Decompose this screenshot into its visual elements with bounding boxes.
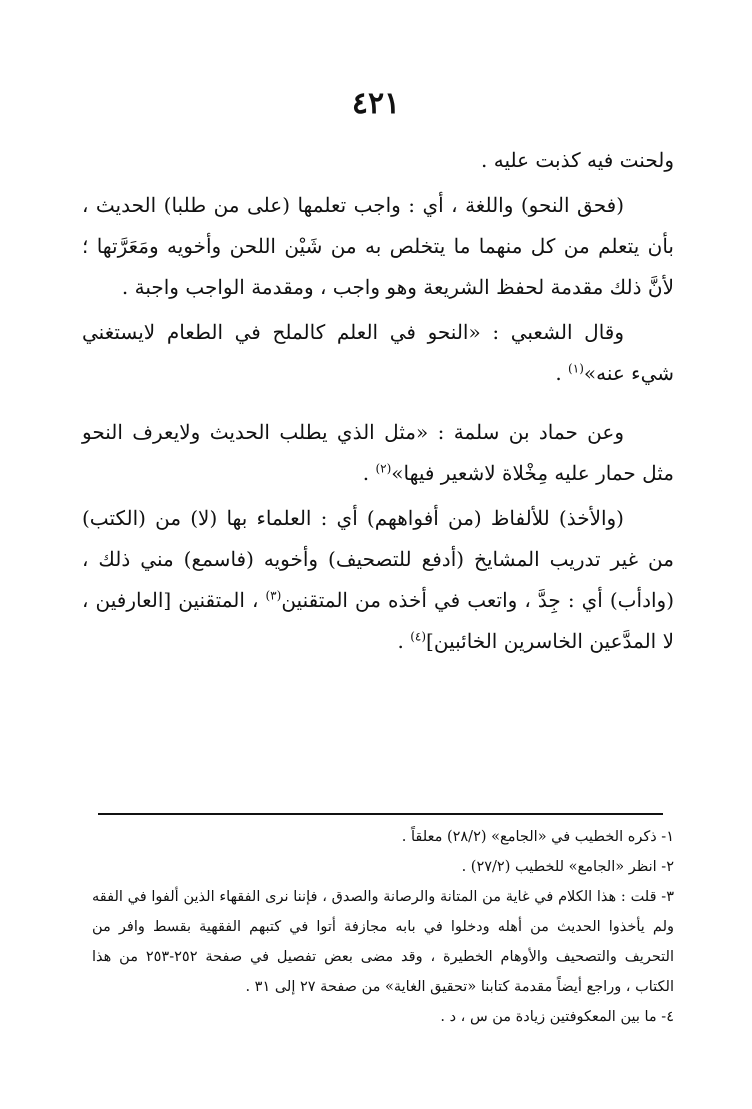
footnote-mark-3: (٣) bbox=[265, 588, 282, 603]
paragraph-2: (فحق النحو) واللغة ، أي : واجب تعلمها (على من طلبا) الحديث ، بأن يتعلم من كل منهما ما يتخلص به من شَيْن اللحن وأخويه ومَعَرَّتها ؛ لأنَّ ذلك مقدمة لحفظ الشريعة وهو واجب ، ومقدمة الواجب واجبة . bbox=[82, 193, 674, 299]
paragraph-5-text: (والأخذ) للألفاظ (من أفواههم) أي : العلماء بها (لا) من (الكتب) من غير تدريب المشايخ (أدفع للتصحيف) وأخويه (فاسمع) مني ذلك ، (وادأب) أي : جِدَّ ، واتعب في أخذه من المتقنين bbox=[82, 506, 674, 612]
footnote-1: ١- ذكره الخطيب في «الجامع» (٢٨/٢) معلقاً . bbox=[401, 829, 674, 845]
footnote-mark-1: (١) bbox=[568, 361, 584, 376]
footnotes bbox=[92, 822, 674, 1032]
paragraph-4-end: . bbox=[362, 461, 370, 485]
footnote-mark-4: (٤) bbox=[410, 629, 427, 644]
paragraph-3-end: . bbox=[555, 361, 562, 385]
paragraph-5-continuation: ، المتقنين [العارفين ، لا المدَّعين الخاسرين الخائبين] bbox=[82, 588, 674, 653]
footnote-3: ٣- قلت : هذا الكلام في غاية من المتانة والرصانة والصدق ، فإننا نرى الفقهاء الذين ألفوا في الفقه ولم يأخذوا الحديث من أهله ودخلوا في بابه مجازفة أتوا في كتبهم الفقهية بقسط وافر من التحريف والتصحيف والأوهام الخطيرة ، وقد مضى بعض تفصيل في صفحة ٢٥٢-٢٥٣ من هذا الكتاب ، وراجع أيضاً مقدمة كتابنا «تحقيق الغاية» من صفحة ٢٧ إلى ٣١ . bbox=[92, 889, 675, 995]
footnote-4: ٤- ما بين المعكوفتين زيادة من س ، د . bbox=[440, 1009, 674, 1025]
paragraph-4 bbox=[82, 412, 674, 494]
paragraph-3 bbox=[82, 312, 674, 394]
footnote-mark-2: (٢) bbox=[375, 461, 392, 476]
footnote-2: ٢- انظر «الجامع» للخطيب (٢٧/٢) . bbox=[461, 859, 674, 875]
page-number: ٤٢١ bbox=[351, 86, 401, 121]
paragraph-5-end: . bbox=[397, 629, 404, 653]
paragraph-1: ولحنت فيه كذبت عليه . bbox=[481, 148, 674, 172]
paragraph-4-text: وعن حماد بن سلمة : «مثل الذي يطلب الحديث ولايعرف النحو مثل حمار عليه مِخْلاة لاشعير فيها» bbox=[82, 420, 674, 485]
paragraph-3-text: وقال الشعبي : «النحو في العلم كالملح في الطعام لايستغني شيء عنه» bbox=[82, 320, 674, 385]
paragraph-5 bbox=[82, 498, 674, 662]
main-text bbox=[82, 140, 674, 662]
footnote-divider bbox=[98, 813, 663, 815]
